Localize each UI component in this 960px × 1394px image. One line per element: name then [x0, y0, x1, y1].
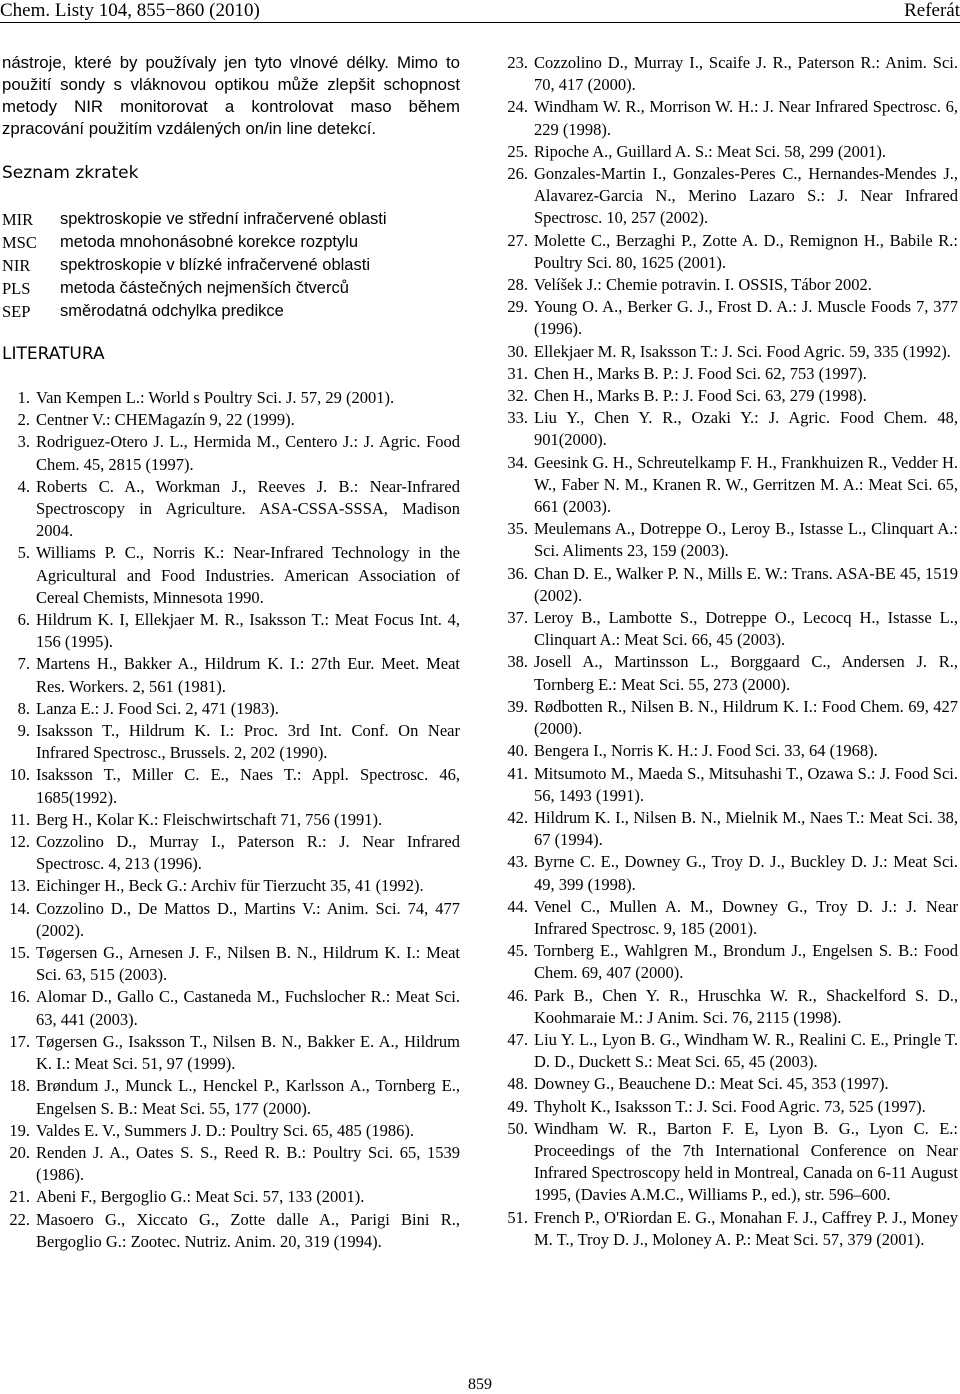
reference-text: Cozzolino D., Murray I., Paterson R.: J. Near Infrared Spectrosc. 4, 213 (1996).: [36, 832, 460, 874]
reference-number: 45.: [507, 941, 528, 961]
abbreviation-key: SEP: [2, 302, 31, 321]
reference-number: 6.: [17, 610, 30, 630]
reference-item: [2, 1120, 460, 1142]
header-rule: [0, 22, 960, 23]
reference-number: 15.: [9, 943, 30, 963]
abbreviation-row: [2, 208, 460, 231]
reference-item: [2, 720, 460, 764]
abbreviation-meaning: směrodatná odchylka predikce: [60, 302, 284, 320]
reference-text: French P., O'Riordan E. G., Monahan F. J., Caffrey P. J., Money M. T., Troy D. J., Moloney A. P.: Meat Sci. 57, 379 (2001).: [534, 1207, 958, 1249]
reference-number: 42.: [507, 807, 528, 827]
reference-number: 8.: [17, 698, 30, 718]
reference-text: Williams P. C., Norris K.: Near-Infrared Technology in the Agricultural and Food Industries. American Association of Cereal Chemists, Minnesota 1990.: [36, 543, 460, 607]
reference-text: Masoero G., Xiccato G., Zotte dalle A., Parigi Bini R., Bergoglio G.: Zootec. Nutriz. Anim. 20, 319 (1994).: [36, 1209, 460, 1251]
reference-item: [2, 387, 460, 409]
abbreviation-meaning: metoda mnohonásobné korekce rozptylu: [60, 233, 359, 251]
literature-heading: LITERATURA: [2, 344, 105, 364]
reference-text: Abeni F., Bergoglio G.: Meat Sci. 57, 133 (2001).: [36, 1187, 365, 1207]
reference-number: 44.: [507, 896, 528, 916]
reference-item: [2, 698, 460, 720]
reference-number: 32.: [507, 386, 528, 406]
reference-text: Martens H., Bakker A., Hildrum K. I.: 27th Eur. Meet. Meat Res. Workers. 2, 561 (1981).: [36, 654, 460, 696]
abbreviation-meaning: metoda částečných nejmenších čtverců: [60, 279, 349, 297]
reference-text: Park B., Chen Y. R., Hruschka W. R., Shackelford S. D., Koohmaraie M.: J Anim. Sci. 76, 2115 (1998).: [534, 985, 958, 1027]
reference-item: [2, 831, 460, 875]
reference-item: [2, 1075, 460, 1119]
reference-item: [2, 431, 460, 475]
reference-number: 47.: [507, 1029, 528, 1049]
references-right: [500, 52, 958, 1251]
reference-text: Byrne C. E., Downey G., Troy D. J., Buckley D. J.: Meat Sci. 49, 399 (1998).: [534, 852, 958, 894]
reference-item: [500, 296, 958, 340]
reference-item: [500, 896, 958, 940]
reference-text: Isaksson T., Hildrum K. I.: Proc. 3rd Int. Conf. On Near Infrared Spectrosc., Brussels. 2, 202 (1990).: [36, 721, 460, 763]
reference-item: [2, 1142, 460, 1186]
reference-item: [500, 851, 958, 895]
reference-text: Brøndum J., Munck L., Henckel P., Karlsson A., Tornberg E., Engelsen S. B.: Meat Sci. 55, 177 (2000).: [36, 1076, 460, 1118]
journal-citation: Chem. Listy 104, 855−860 (2010): [0, 0, 260, 21]
reference-number: 40.: [507, 741, 528, 761]
reference-number: 46.: [507, 985, 528, 1005]
reference-item: [500, 452, 958, 519]
reference-number: 9.: [17, 721, 30, 741]
reference-number: 12.: [9, 832, 30, 852]
reference-number: 25.: [507, 141, 528, 161]
reference-item: [500, 740, 958, 762]
reference-text: Molette C., Berzaghi P., Zotte A. D., Remignon H., Babile R.: Poultry Sci. 80, 1625 (2001).: [534, 230, 958, 272]
abbreviation-row: [2, 231, 460, 254]
reference-text: Downey G., Beauchene D.: Meat Sci. 45, 353 (1997).: [534, 1074, 889, 1094]
reference-text: Chen H., Marks B. P.: J. Food Sci. 63, 279 (1998).: [534, 386, 867, 406]
reference-number: 14.: [9, 898, 30, 918]
reference-number: 48.: [507, 1074, 528, 1094]
abbreviation-key: MSC: [2, 233, 37, 252]
reference-text: Mitsumoto M., Maeda S., Mitsuhashi T., Ozawa S.: J. Food Sci. 56, 1493 (1991).: [534, 763, 958, 805]
abbreviation-meaning: spektroskopie ve střední infračervené oblasti: [60, 210, 387, 228]
reference-item: [500, 141, 958, 163]
reference-item: [500, 96, 958, 140]
reference-number: 30.: [507, 341, 528, 361]
reference-text: Rødbotten R., Nilsen B. N., Hildrum K. I.: Food Chem. 69, 427 (2000).: [534, 696, 958, 739]
reference-number: 19.: [9, 1120, 30, 1140]
reference-item: [500, 807, 958, 851]
reference-item: [500, 940, 958, 984]
reference-number: 11.: [9, 809, 30, 829]
reference-number: 18.: [9, 1076, 30, 1096]
reference-text: Cozzolino D., De Mattos D., Martins V.: Anim. Sci. 74, 477 (2002).: [36, 898, 460, 940]
reference-text: Isaksson T., Miller C. E., Naes T.: Appl. Spectrosc. 46, 1685(1992).: [36, 765, 460, 807]
reference-item: [500, 763, 958, 807]
reference-number: 34.: [507, 452, 528, 472]
right-column: [500, 52, 958, 1251]
reference-text: Windham W. R., Barton F. E, Lyon B. G., Lyon C. E.: Proceedings of the 7th International Conference on Near Infrared Spectroscopy held in Montreal, Canada on 6-11 August 1995, (Davies A.M.C., Williams P., ed.), str. 596–600.: [534, 1118, 958, 1205]
reference-item: [500, 163, 958, 230]
reference-item: [2, 809, 460, 831]
reference-text: Cozzolino D., Murray I., Scaife J. R., Paterson R.: Anim. Sci. 70, 417 (2000).: [534, 53, 958, 95]
reference-item: [2, 1186, 460, 1208]
reference-text: Bengera I., Norris K. H.: J. Food Sci. 33, 64 (1968).: [534, 741, 878, 761]
reference-item: [500, 52, 958, 96]
reference-item: [500, 651, 958, 695]
abbreviation-key: PLS: [2, 279, 31, 298]
reference-number: 26.: [507, 164, 528, 184]
reference-text: Van Kempen L.: World s Poultry Sci. J. 57, 29 (2001).: [36, 388, 395, 407]
reference-item: [2, 898, 460, 942]
reference-text: Centner V.: CHEMagazín 9, 22 (1999).: [36, 410, 295, 430]
reference-item: [500, 1073, 958, 1095]
reference-number: 4.: [17, 476, 30, 496]
reference-item: [500, 1096, 958, 1118]
reference-text: Hildrum K. I, Ellekjaer M. R., Isaksson T.: Meat Focus Int. 4, 156 (1995).: [36, 610, 460, 652]
reference-item: [500, 1029, 958, 1073]
reference-item: [500, 563, 958, 607]
reference-text: Ripoche A., Guillard A. S.: Meat Sci. 58, 299 (2001).: [534, 141, 886, 161]
reference-item: [2, 764, 460, 808]
abbreviation-row: [2, 277, 460, 300]
reference-number: 51.: [507, 1207, 528, 1227]
reference-number: 10.: [9, 765, 30, 785]
reference-number: 43.: [507, 852, 528, 872]
abbreviation-key: NIR: [2, 256, 31, 275]
reference-number: 39.: [507, 696, 528, 716]
reference-number: 50.: [507, 1118, 528, 1138]
reference-text: Velíšek J.: Chemie potravin. I. OSSIS, Tábor 2002.: [534, 275, 872, 295]
abbreviation-row: [2, 254, 460, 277]
reference-item: [500, 363, 958, 385]
reference-number: 7.: [17, 654, 30, 674]
reference-text: Young O. A., Berker G. J., Frost D. A.: J. Muscle Foods 7, 377 (1996).: [534, 297, 958, 339]
reference-text: Valdes E. V., Summers J. D.: Poultry Sci. 65, 485 (1986).: [36, 1120, 414, 1140]
reference-text: Windham W. R., Morrison W. H.: J. Near Infrared Spectrosc. 6, 229 (1998).: [534, 97, 958, 139]
reference-text: Gonzales-Martin I., Gonzales-Peres C., Hernandes-Mendes J., Alavarez-Garcia N., Merino Lazaro S.: J. Near Infrared Spectrosc. 10, 257 (2002).: [534, 164, 958, 228]
references-left: [2, 387, 460, 1253]
reference-text: Tøgersen G., Isaksson T., Nilsen B. N., Bakker E. A., Hildrum K. I.: Meat Sci. 51, 97 (1999).: [36, 1031, 460, 1074]
reference-item: [500, 230, 958, 274]
reference-number: 13.: [9, 876, 30, 896]
abbreviations-heading: Seznam zkratek: [2, 163, 139, 183]
reference-item: [2, 409, 460, 431]
page-header: [0, 0, 960, 24]
reference-text: Berg H., Kolar K.: Fleischwirtschaft 71, 756 (1991).: [36, 809, 383, 829]
reference-item: [500, 407, 958, 451]
reference-item: [2, 1031, 460, 1075]
reference-text: Ellekjaer M. R, Isaksson T.: J. Sci. Food Agric. 59, 335 (1992).: [534, 341, 951, 361]
reference-text: Venel C., Mullen A. M., Downey G., Troy D. J.: J. Near Infrared Spectrosc. 9, 185 (2001).: [534, 896, 958, 938]
reference-item: [500, 274, 958, 296]
abbreviations-list: [2, 208, 460, 323]
page-number: 859: [468, 1376, 492, 1393]
reference-item: [2, 609, 460, 653]
reference-number: 24.: [507, 97, 528, 117]
reference-number: 5.: [17, 543, 30, 563]
section-label: Referát: [904, 0, 960, 21]
left-column: [2, 52, 460, 1253]
reference-text: Alomar D., Gallo C., Castaneda M., Fuchslocher R.: Meat Sci. 63, 441 (2003).: [36, 987, 460, 1029]
reference-item: [2, 986, 460, 1030]
reference-item: [500, 985, 958, 1029]
reference-text: Josell A., Martinsson L., Borggaard C., Andersen J. R., Tornberg E.: Meat Sci. 55, 273 (2000).: [534, 652, 958, 694]
reference-item: [500, 518, 958, 562]
reference-item: [2, 653, 460, 697]
reference-text: Geesink G. H., Schreutelkamp F. H., Frankhuizen R., Vedder H. W., Faber N. M., Kranen R. W., Gerritzen M. A.: Meat Sci. 65, 661 (2003).: [534, 452, 958, 517]
reference-number: 21.: [9, 1187, 30, 1207]
reference-text: Meulemans A., Dotreppe O., Leroy B., Istasse L., Clinquart A.: Sci. Aliments 23, 159 (2003).: [534, 519, 958, 561]
reference-number: 22.: [9, 1209, 30, 1229]
reference-number: 29.: [507, 297, 528, 317]
reference-number: 28.: [507, 275, 528, 295]
reference-item: [2, 875, 460, 897]
intro-paragraph: nástroje, které by používaly jen tyto vlnové délky. Mimo to použití sondy s vláknovou optikou může zlepšit schopnost metody NIR monitorovat a kontrolovat maso během zpracování použitím vzdálených on/in line detekcí.: [2, 53, 460, 138]
reference-number: 37.: [507, 608, 528, 628]
reference-text: Lanza E.: J. Food Sci. 2, 471 (1983).: [36, 698, 279, 718]
reference-number: 23.: [507, 53, 528, 72]
reference-text: Rodriguez-Otero J. L., Hermida M., Centero J.: J. Agric. Food Chem. 45, 2815 (1997).: [36, 432, 460, 474]
reference-text: Eichinger H., Beck G.: Archiv für Tierzucht 35, 41 (1992).: [36, 876, 424, 896]
reference-number: 49.: [507, 1096, 528, 1116]
reference-text: Chan D. E., Walker P. N., Mills E. W.: Trans. ASA-BE 45, 1519 (2002).: [534, 563, 958, 605]
reference-item: [500, 1207, 958, 1251]
reference-item: [2, 1209, 460, 1253]
abbreviation-row: [2, 300, 460, 323]
reference-text: Liu Y. L., Lyon B. G., Windham W. R., Realini C. E., Pringle T. D. D., Duckett S.: Meat Sci. 65, 45 (2003).: [534, 1029, 958, 1072]
reference-text: Roberts C. A., Workman J., Reeves J. B.: Near-Infrared Spectroscopy in Agriculture. ASA-CSSA-SSSA, Madison 2004.: [36, 476, 460, 541]
reference-text: Renden J. A., Oates S. S., Reed R. B.: Poultry Sci. 65, 1539 (1986).: [36, 1142, 460, 1185]
reference-text: Chen H., Marks B. P.: J. Food Sci. 62, 753 (1997).: [534, 363, 867, 383]
reference-number: 17.: [9, 1031, 30, 1051]
reference-number: 27.: [507, 230, 528, 250]
reference-item: [500, 1118, 958, 1207]
reference-number: 36.: [507, 563, 528, 583]
reference-number: 31.: [507, 363, 528, 383]
reference-number: 20.: [9, 1142, 30, 1162]
reference-number: 38.: [507, 652, 528, 672]
reference-text: Thyholt K., Isaksson T.: J. Sci. Food Agric. 73, 525 (1997).: [534, 1096, 926, 1116]
reference-item: [500, 607, 958, 651]
reference-number: 2.: [17, 410, 30, 430]
reference-number: 33.: [507, 408, 528, 428]
reference-number: 16.: [9, 987, 30, 1007]
reference-number: 1.: [17, 388, 30, 407]
reference-text: Hildrum K. I., Nilsen B. N., Mielnik M., Naes T.: Meat Sci. 38, 67 (1994).: [534, 807, 958, 850]
reference-item: [500, 341, 958, 363]
reference-item: [500, 385, 958, 407]
reference-number: 3.: [17, 432, 30, 452]
reference-text: Leroy B., Lambotte S., Dotreppe O., Lecocq H., Istasse L., Clinquart A.: Meat Sci. 66, 45 (2003).: [534, 608, 958, 650]
reference-text: Tøgersen G., Arnesen J. F., Nilsen B. N., Hildrum K. I.: Meat Sci. 63, 515 (2003).: [36, 943, 460, 985]
abbreviation-key: MIR: [2, 210, 34, 229]
abbreviation-meaning: spektroskopie v blízké infračervené oblasti: [60, 256, 370, 274]
reference-text: Liu Y., Chen Y. R., Ozaki Y.: J. Agric. Food Chem. 48, 901(2000).: [534, 408, 958, 450]
reference-number: 35.: [507, 519, 528, 539]
reference-item: [2, 942, 460, 986]
reference-item: [2, 542, 460, 609]
reference-item: [500, 696, 958, 740]
reference-number: 41.: [507, 763, 528, 783]
reference-text: Tornberg E., Wahlgren M., Brondum J., Engelsen S. B.: Food Chem. 69, 407 (2000).: [534, 941, 958, 983]
reference-item: [2, 476, 460, 543]
